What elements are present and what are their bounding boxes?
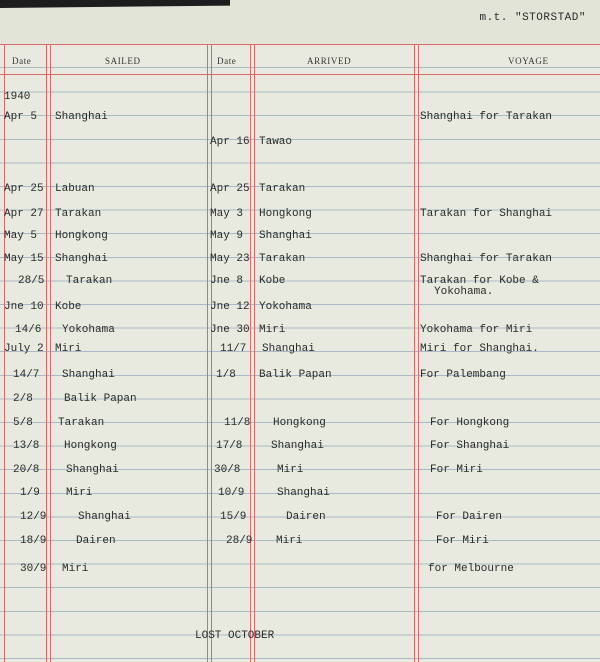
voyage-note: For Dairen: [436, 511, 503, 523]
voyage-note: For Shanghai: [430, 440, 510, 452]
sailed-date: 13/8: [13, 440, 40, 452]
arrived-date: 15/9: [220, 511, 247, 523]
voyage-note: Tarakan for Kobe &: [420, 275, 539, 287]
sailed-date: 14/6: [15, 324, 42, 336]
arrived-date: Jne 30: [210, 324, 250, 336]
arrived-port: Yokohama: [259, 301, 312, 313]
arrived-date: Jne 8: [210, 275, 244, 287]
sailed-date: 1/9: [20, 487, 40, 499]
arrived-date: May 3: [210, 208, 244, 220]
voyage-note: Yokohama.: [434, 286, 494, 298]
ship-title: m.t. "STORSTAD": [479, 12, 586, 24]
sailed-date: 12/9: [20, 511, 47, 523]
arrived-date: May 23: [210, 253, 250, 265]
arrived-date: Apr 16: [210, 136, 250, 148]
header-voyage: VOYAGE: [508, 56, 549, 66]
sailed-port: Labuan: [55, 183, 95, 195]
sailed-date: Apr 25: [4, 183, 44, 195]
sailed-date: 2/8: [13, 393, 33, 405]
arrived-date: 30/8: [214, 464, 241, 476]
arrived-port: Tarakan: [259, 253, 306, 265]
sailed-port: Shanghai: [78, 511, 131, 523]
column-rule: [414, 44, 419, 662]
arrived-port: Shanghai: [259, 230, 312, 242]
voyage-note: Shanghai for Tarakan: [420, 253, 553, 265]
voyage-note: Miri for Shanghai.: [420, 343, 539, 355]
arrived-port: Shanghai: [262, 343, 315, 355]
header-date-sailed: Date: [12, 56, 32, 66]
column-rule: [46, 44, 51, 662]
arrived-date: 11/8: [224, 417, 251, 429]
arrived-port: Miri: [276, 535, 303, 547]
arrived-port: Hongkong: [259, 208, 312, 220]
arrived-port: Dairen: [286, 511, 326, 523]
voyage-note: For Miri: [436, 535, 489, 547]
page-edge-shadow: [0, 0, 230, 8]
arrived-port: Shanghai: [271, 440, 324, 452]
sailed-port: Shanghai: [55, 111, 108, 123]
sailed-date: Apr 27: [4, 208, 44, 220]
voyage-note: Yokohama for Miri: [420, 324, 533, 336]
sailed-port: Tarakan: [58, 417, 105, 429]
voyage-note: For Miri: [430, 464, 483, 476]
header-sailed: SAILED: [105, 56, 141, 66]
sailed-port: Shanghai: [55, 253, 108, 265]
sailed-date: May 5: [4, 230, 38, 242]
arrived-date: 17/8: [216, 440, 243, 452]
sailed-port: Tarakan: [66, 275, 113, 287]
header-arrived: ARRIVED: [307, 56, 352, 66]
arrived-date: May 9: [210, 230, 244, 242]
arrived-port: Tarakan: [259, 183, 306, 195]
sailed-date: 30/9: [20, 563, 47, 575]
sailed-date: Apr 5: [4, 111, 38, 123]
voyage-note: for Melbourne: [428, 563, 514, 575]
header-date-arrived: Date: [217, 56, 237, 66]
sailed-date: May 15: [4, 253, 44, 265]
sailed-port: Miri: [66, 487, 93, 499]
sailed-port: Shanghai: [66, 464, 119, 476]
voyage-note: For Hongkong: [430, 417, 510, 429]
arrived-date: 11/7: [220, 343, 247, 355]
sailed-port: Hongkong: [55, 230, 108, 242]
sailed-port: Balik Papan: [64, 393, 137, 405]
arrived-port: Balik Papan: [259, 369, 332, 381]
sailed-date: Jne 10: [4, 301, 44, 313]
sailed-date: 14/7: [13, 369, 40, 381]
header-bottom-rule: [0, 74, 600, 75]
sailed-port: Miri: [55, 343, 82, 355]
voyage-note: Tarakan for Shanghai: [420, 208, 553, 220]
arrived-date: 10/9: [218, 487, 245, 499]
sailed-date: 5/8: [13, 417, 33, 429]
sailed-port: Dairen: [76, 535, 116, 547]
sailed-date: 20/8: [13, 464, 40, 476]
sailed-port: Tarakan: [55, 208, 102, 220]
arrived-port: Miri: [259, 324, 286, 336]
arrived-port: Tawao: [259, 136, 293, 148]
sailed-port: Kobe: [55, 301, 82, 313]
header-top-rule: [0, 44, 600, 45]
arrived-port: Hongkong: [273, 417, 326, 429]
sailed-port: Miri: [62, 563, 89, 575]
sailed-port: Hongkong: [64, 440, 117, 452]
sailed-date: July 2: [4, 343, 44, 355]
arrived-date: Jne 12: [210, 301, 250, 313]
sailed-date: 18/9: [20, 535, 47, 547]
year-label: 1940: [4, 91, 31, 103]
sailed-port: Yokohama: [62, 324, 115, 336]
arrived-port: Kobe: [259, 275, 286, 287]
footer-note: LOST OCTOBER: [195, 630, 275, 642]
arrived-port: Miri: [277, 464, 304, 476]
column-rule: [250, 44, 255, 662]
sailed-port: Shanghai: [62, 369, 115, 381]
voyage-note: Shanghai for Tarakan: [420, 111, 553, 123]
voyage-note: For Palembang: [420, 369, 506, 381]
arrived-date: Apr 25: [210, 183, 250, 195]
arrived-port: Shanghai: [277, 487, 330, 499]
sailed-date: 28/5: [18, 275, 45, 287]
arrived-date: 28/9: [226, 535, 253, 547]
arrived-date: 1/8: [216, 369, 236, 381]
